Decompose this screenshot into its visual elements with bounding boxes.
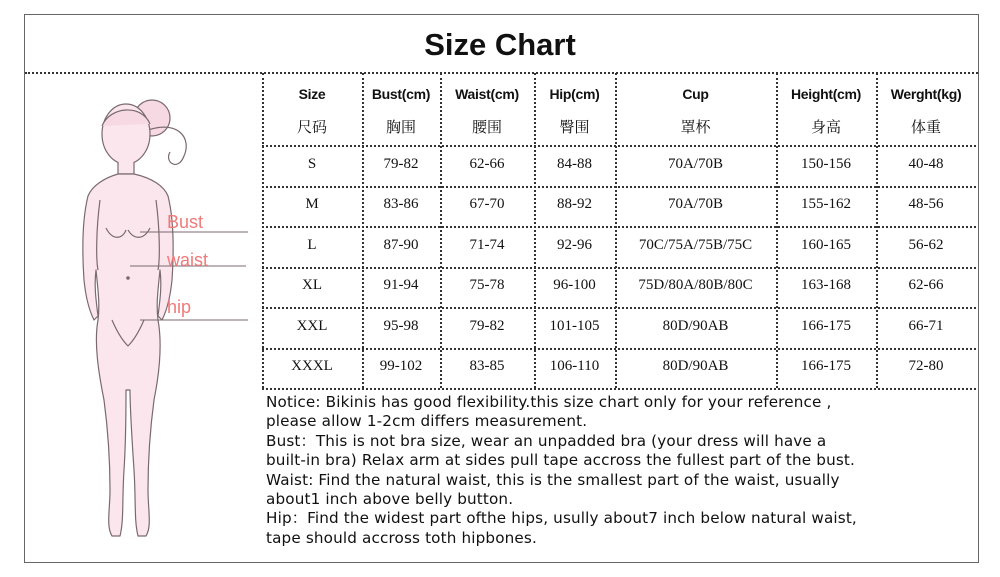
table-cell: 166-175 xyxy=(801,318,851,334)
table-cell: 75-78 xyxy=(469,277,505,293)
table-cell: 80D/90AB xyxy=(662,358,729,374)
column-header-cn: 胸围 xyxy=(385,118,416,136)
table-cell: XXXL xyxy=(291,358,333,374)
column-header-cn: 罩杯 xyxy=(680,118,711,136)
notes-line: Notice: Bikinis has good flexibility.this size chart only for your reference , xyxy=(266,393,832,411)
table-cell: 79-82 xyxy=(383,156,419,172)
table-cell: XL xyxy=(302,277,322,293)
body-figure xyxy=(60,90,260,550)
table-cell: 67-70 xyxy=(469,196,505,212)
table-cell: 83-85 xyxy=(469,358,505,374)
column-header: Bust(cm) xyxy=(371,86,431,102)
table-cell: L xyxy=(307,237,317,253)
column-header: Height(cm) xyxy=(790,86,862,102)
table-cell: 66-71 xyxy=(908,318,944,334)
notes-line: built-in bra) Relax arm at sides pull tape accross the fullest part of the bust. xyxy=(266,451,855,470)
figure-body xyxy=(83,100,186,536)
torso-icon xyxy=(83,174,173,536)
notes-line: tape should accross toth hipbones. xyxy=(266,528,537,547)
row-divider xyxy=(262,226,976,228)
row-divider xyxy=(262,388,976,390)
table-cell: 106-110 xyxy=(549,358,600,374)
table-cell: 88-92 xyxy=(557,196,592,212)
page-title: Size Chart xyxy=(424,27,576,62)
table-cell: 84-88 xyxy=(557,156,592,172)
table-cell: 75D/80A/80B/80C xyxy=(638,277,753,293)
table-cell: 56-62 xyxy=(908,237,944,253)
waist-label: waist xyxy=(167,250,209,270)
hip-label: hip xyxy=(167,297,192,317)
column-header: Waist(cm) xyxy=(455,86,519,102)
table-cell: 62-66 xyxy=(908,277,944,293)
table-cell: 70A/70B xyxy=(667,156,723,172)
column-header: Hip(cm) xyxy=(549,86,600,102)
column-header-cn: 身高 xyxy=(810,118,841,136)
row-divider xyxy=(262,307,976,309)
table-cell: 79-82 xyxy=(469,318,505,334)
table-cell: S xyxy=(307,156,317,172)
title-divider xyxy=(25,72,978,74)
column-header-cn: 尺码 xyxy=(296,118,327,136)
row-divider xyxy=(262,145,976,147)
table-cell: 48-56 xyxy=(908,196,944,212)
table-cell: 155-162 xyxy=(801,196,851,212)
bust-label: Bust xyxy=(167,212,204,232)
table-cell: 40-48 xyxy=(908,156,944,172)
column-header-cn: 臀围 xyxy=(559,118,590,136)
table-cell: 163-168 xyxy=(801,277,851,293)
table-cell: 150-156 xyxy=(801,156,851,172)
table-cell: 72-80 xyxy=(908,358,944,374)
table-cell: 92-96 xyxy=(557,237,592,253)
row-divider xyxy=(262,186,976,188)
table-cell: 101-105 xyxy=(549,318,600,334)
table-cell: 83-86 xyxy=(383,196,419,212)
table-cell: 62-66 xyxy=(469,156,505,172)
table-cell: XXL xyxy=(296,318,328,334)
notes-line: about1 inch above belly button. xyxy=(266,490,514,509)
column-header: Size xyxy=(298,86,326,102)
notes-line: please allow 1-2cm differs measurement. xyxy=(266,412,588,431)
row-divider xyxy=(262,267,976,269)
measurement-notes xyxy=(266,393,978,548)
table-cell: 99-102 xyxy=(379,358,423,374)
table-cell: 95-98 xyxy=(383,318,419,334)
table-cell: 70C/75A/75B/75C xyxy=(638,237,753,253)
table-cell: 91-94 xyxy=(383,277,419,293)
table-cell: M xyxy=(305,196,319,212)
column-header-cn: 腰围 xyxy=(471,118,502,136)
table-cell: 160-165 xyxy=(801,237,851,253)
table-cell: 87-90 xyxy=(383,237,419,253)
notes-line: Bust：This is not bra size, wear an unpadded bra (your dress will have a xyxy=(266,431,827,450)
table-cell: 71-74 xyxy=(469,237,505,253)
table-cell: 80D/90AB xyxy=(662,318,729,334)
row-divider xyxy=(262,348,976,350)
notes-line: Waist: Find the natural waist, this is the smallest part of the waist, usually xyxy=(266,470,840,489)
table-cell: 96-100 xyxy=(553,277,596,293)
column-header-cn: 体重 xyxy=(910,118,941,136)
table-cell: 70A/70B xyxy=(667,196,723,212)
column-header: Cup xyxy=(682,86,709,102)
notes-line: Hip：Find the widest part ofthe hips, usully about7 inch below natural waist, xyxy=(266,509,857,528)
column-header: Werght(kg) xyxy=(890,86,962,102)
table-cell: 166-175 xyxy=(801,358,851,374)
